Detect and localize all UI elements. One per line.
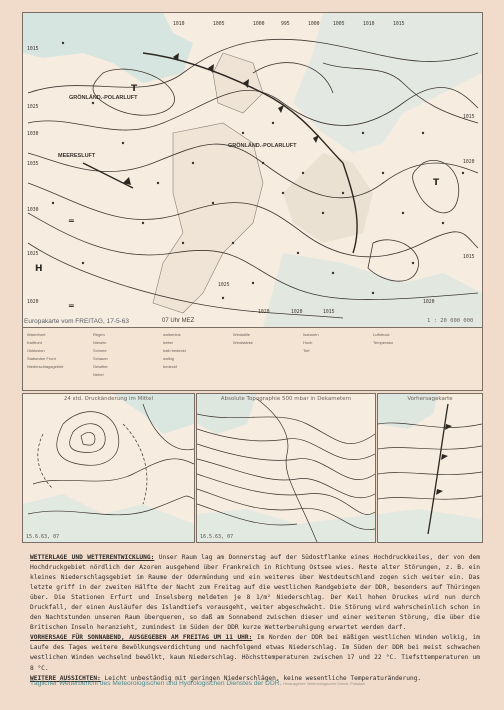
legend-item: Regen [93, 332, 105, 337]
weather-report-text [30, 553, 480, 684]
isobar-label: 1020 [291, 310, 303, 315]
airmass-label: MEERESLUFT [58, 153, 96, 159]
legend-item: Niederschlagsgebiet [27, 364, 64, 369]
topography-500-map [196, 393, 376, 543]
sub-map-date: 15.6.63, 07 [26, 534, 60, 540]
isobar-label: 1035 [27, 162, 39, 167]
legend-item: Stationäre Front [27, 356, 56, 361]
legend-item: Temperatur [373, 340, 394, 345]
isobar-label: 1025 [218, 283, 230, 288]
isobar-label: 1015 [463, 115, 475, 120]
weather-situation-heading: WETTERLAGE UND WETTERENTWICKLUNG: [30, 554, 155, 561]
isobar-label: 1025 [27, 252, 39, 257]
legend-item: Warmfront [27, 332, 46, 337]
airmass-label: GRÖNLÄND.-POLARLUFT [69, 95, 138, 101]
legend-item: Windstärke [233, 340, 254, 345]
legend-item: Gewitter [93, 364, 108, 369]
isobar-label: 1005 [213, 22, 225, 27]
svg-text:H: H [35, 264, 43, 274]
footer-title: Täglicher Wetterbericht des Meteorologischen und Hydrologischen Dienstes der DDR. [30, 680, 282, 687]
isobar-label: 1020 [258, 310, 270, 315]
legend-item: Isobaren [303, 332, 319, 337]
isobar-label: 1030 [27, 208, 39, 213]
forecast-drawing [378, 394, 482, 542]
isobar-label: 1020 [463, 160, 475, 165]
legend-item: Nebel [93, 372, 104, 377]
isobar-label: 1015 [463, 255, 475, 260]
sub-map-title: Vorhersagekarte [407, 396, 453, 402]
isobar-label: 1030 [27, 132, 39, 137]
isobar-label: 1010 [363, 22, 375, 27]
svg-text:T: T [433, 178, 440, 188]
legend-item: Luftdruck [373, 332, 390, 337]
legend-item: Kaltfront [27, 340, 42, 345]
outlook-heading: WEITERE AUSSICHTEN: [30, 674, 101, 682]
isobar-label: 1005 [333, 22, 345, 27]
weather-situation-body: Unser Raum lag am Donnerstag auf der Südostflanke eines Hochdruckkeiles, der von dem Hochdruckgebiet nördlich der Azoren ausgehend über Frankreich in Richtung Ostsee wies. Reste alter Störungen, z. B. ein kleines Niederschlagsgebiet im Raume der Odermündung und ein weiteres über Westdeutschland zogen sich weiter ein. Das letzte griff in der zweiten Hälfte der Nacht zum Freitag auf die westlichen Randgebiete der DDR, besonders auf Thüringen über. Die Stationen Erfurt und Inselsberg meldeten je 8 1/m² Niederschlag. Der Keil hohen Druckes wird nun durch Druckfall, der einen Ausläufer des Islandtiefs vorausgeht, weiter abgeschwächt. Die Störung wird wahrscheinlich schon in den Nachtstunden unseren Raum überqueren, so daß am Sonnabend zwischen dieser und einer weiteren Störung, die über die Britischen Inseln heranzieht, zumindest im Süden der DDR kurze Wetterberuhigung erwartet werden darf. [30, 554, 480, 632]
map-time: 07 Uhr MEZ [162, 318, 195, 324]
sub-map-date: 16.5.63, 07 [200, 534, 234, 540]
isobar-label: 1015 [393, 22, 405, 27]
legend-item: wolkig [163, 356, 175, 361]
forecast-map [377, 393, 483, 543]
isobar-label: 1020 [423, 300, 435, 305]
isobar-label: 1020 [27, 300, 39, 305]
legend-item: heiter [163, 340, 174, 345]
legend-item: Nieseln [93, 340, 107, 345]
outlook-body: Leicht unbeständig mit geringen Niederschlägen, keine wesentliche Temperaturänderung. [104, 674, 422, 682]
map-legend [22, 327, 483, 391]
topography-drawing [197, 394, 375, 542]
isobar-label: 1000 [253, 22, 265, 27]
europe-weather-map [22, 12, 483, 328]
legend-item: Hoch [303, 340, 313, 345]
legend-item: halb bedeckt [163, 348, 186, 353]
legend-item: Schnee [93, 348, 107, 353]
svg-text:=: = [68, 216, 75, 225]
europe-map-drawing [23, 13, 482, 327]
forecast-heading: VORHERSAGE FÜR SONNABEND, AUSGEGEBEN AM FREITAG UM 11 UHR: [30, 634, 253, 642]
isobar-label: 995 [281, 22, 290, 27]
legend-item: Okklusion [27, 348, 45, 353]
pressure-change-drawing [23, 394, 194, 542]
isobar-label: 1015 [323, 310, 335, 315]
isobar-label: 1010 [173, 22, 185, 27]
footer-publisher: Herausgeber: Meteorologischer Dienst, Potsdam [283, 682, 366, 686]
isobar-label: 1000 [308, 22, 320, 27]
svg-text:T: T [131, 84, 138, 94]
isobar-label: 1015 [27, 47, 39, 52]
sub-map-title: Absolute Topographie 500 mbar in Dekametern [220, 396, 352, 402]
legend-item: Windstille [233, 332, 251, 337]
legend-item: Tief [303, 348, 310, 353]
footer [30, 680, 365, 687]
map-caption: Europakarte vom FREITAG, 17-5-63 [24, 318, 130, 325]
pressure-change-map [22, 393, 195, 543]
legend-item: bedeckt [163, 364, 178, 369]
forecast-body: Im Norden der DDR bei mäßigen westlichen Winden wolkig, im Laufe des Tages weitere Bewölkungsverdichtung und nachfolgend etwas Niederschlag. Im Süden der DDR bei meist schwachen westlichen Winden wechselnd bewölkt, kaum Niederschlag. Höchsttemperaturen zwischen 17 und 22 °C. Tiefsttemperaturen um 8 °C. [30, 634, 481, 672]
legend-item: Schauer [93, 356, 108, 361]
sub-map-title: 24 std. Druckänderung im Mittel [63, 396, 154, 402]
map-scale: 1 : 20 000 000 [427, 318, 474, 324]
svg-text:=: = [68, 301, 75, 310]
isobar-label: 1025 [27, 105, 39, 110]
legend-item: wolkenlos [163, 332, 181, 337]
airmass-label: GRÖNLÄND.-POLARLUFT [228, 143, 297, 149]
